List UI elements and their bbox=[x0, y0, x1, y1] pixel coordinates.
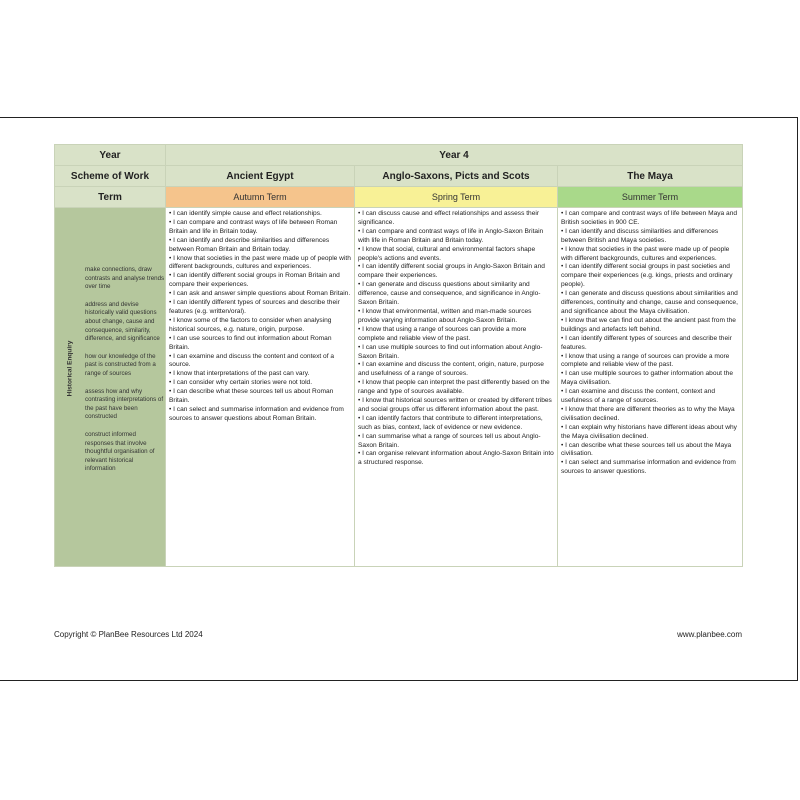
scheme-ancient-egypt: Ancient Egypt bbox=[166, 166, 355, 187]
skill-item: how our knowledge of the past is constructed from a range of sources bbox=[85, 352, 156, 377]
autumn-item: • I can use sources to find out information about Roman Britain. bbox=[169, 334, 332, 351]
historical-enquiry-cell bbox=[55, 208, 166, 567]
autumn-item: • I can consider why certain stories were not told. bbox=[169, 379, 313, 387]
summer-item: • I know that we can find out about the ancient past from the buildings and artefacts left behind. bbox=[561, 316, 736, 333]
summer-item: • I know that there are different theories as to why the Maya civilisation declined. bbox=[561, 405, 735, 422]
skill-item: construct informed responses that involve thoughtful organisation of relevant historical information bbox=[85, 430, 155, 473]
spring-item: • I can identify factors that contribute to different interpretations, such as bias, context, lack of evidence or new evidence. bbox=[358, 414, 543, 431]
autumn-item: • I can identify and describe similarities and differences between Roman Britain and Britain today. bbox=[169, 236, 330, 253]
autumn-item: • I can examine and discuss the content and context of a source. bbox=[169, 352, 335, 369]
scheme-anglo-saxons: Anglo-Saxons, Picts and Scots bbox=[355, 166, 558, 187]
scheme-maya: The Maya bbox=[558, 166, 743, 187]
spring-item: • I can summarise what a range of sources tell us about Anglo-Saxon Britain. bbox=[358, 432, 541, 449]
spring-content bbox=[355, 208, 558, 567]
section-label-wrap bbox=[57, 308, 83, 428]
autumn-item: • I can identify different social groups in Roman Britain and compare their experiences. bbox=[169, 272, 340, 289]
autumn-item: • I know that interpretations of the past can vary. bbox=[169, 370, 310, 378]
skill-item: address and devise historically valid questions about change, cause and consequence, similarity, difference, and significance bbox=[85, 300, 160, 343]
summer-item: • I can describe what these sources tell us about the Maya civilisation. bbox=[561, 441, 732, 458]
skill-item: assess how and why contrasting interpretations of the past have been constructed bbox=[85, 387, 164, 421]
spring-item: • I can use multiple sources to find out information about Anglo-Saxon Britain. bbox=[358, 343, 543, 360]
section-label: Historical Enquiry bbox=[66, 340, 74, 396]
year-value: Year 4 bbox=[166, 145, 743, 166]
footer-copyright: Copyright © PlanBee Resources Ltd 2024 bbox=[54, 630, 203, 639]
spring-item: • I can identify different social groups in Anglo-Saxon Britain and compare their experiences. bbox=[358, 263, 545, 280]
summer-item: • I can identify different types of sources and describe their features. bbox=[561, 334, 732, 351]
scheme-of-work-table bbox=[54, 144, 743, 567]
spring-item: • I know that people can interpret the past differently based on the range and type of sources available. bbox=[358, 379, 550, 396]
term-label: Term bbox=[55, 187, 166, 208]
summer-item: • I know that using a range of sources can provide a more complete and reliable view of the past. bbox=[561, 352, 730, 369]
spring-item: • I know that social, cultural and environmental factors shape people's actions and events. bbox=[358, 245, 536, 262]
spring-item: • I know that historical sources written or created by different tribes and social groups offer us different information about the past. bbox=[358, 397, 552, 413]
autumn-item: • I can compare and contrast ways of life between Roman Britain and life in Britain today. bbox=[169, 218, 338, 235]
autumn-item: • I know that societies in the past were made up of people with different backgrounds, cultures and experiences. bbox=[169, 254, 351, 271]
summer-item: • I can examine and discuss the content, context and usefulness of a range of sources. bbox=[561, 388, 716, 405]
summer-item: • I can generate and discuss questions about similarities and differences, continuity and change, cause and consequence, and significance about the Maya civilisation. bbox=[561, 290, 738, 315]
autumn-item: • I can select and summarise information and evidence from sources to answer questions about Roman Britain. bbox=[169, 405, 344, 422]
skill-item: make connections, draw contrasts and analyse trends over time bbox=[85, 266, 165, 291]
spring-item: • I know that using a range of sources can provide a more complete and reliable view of the past. bbox=[358, 325, 527, 342]
term-summer: Summer Term bbox=[558, 187, 743, 208]
summer-item: • I can identify and discuss similarities and differences between British and Maya societies. bbox=[561, 227, 719, 244]
summer-item: • I can compare and contrast ways of life between Maya and British societies in 900 CE. bbox=[561, 210, 738, 226]
summer-item: • I can identify different social groups in past societies and compare their experiences (e.g. kings, priests and ordinary people). bbox=[561, 263, 733, 289]
spring-item: • I can organise relevant information about Anglo-Saxon Britain into a structured response. bbox=[358, 450, 554, 467]
spring-item: • I can generate and discuss questions about similarity and difference, cause and consequence, and significance in Anglo-Saxon Britain. bbox=[358, 281, 541, 307]
autumn-item: • I can identify simple cause and effect relationships. bbox=[169, 210, 322, 217]
autumn-item: • I know some of the factors to consider when analysing historical sources, e.g. nature, origin, purpose. bbox=[169, 316, 332, 333]
summer-item: • I know that societies in the past were made up of people with different backgrounds, cultures and experiences. bbox=[561, 245, 730, 262]
spring-item: • I know that environmental, written and man-made sources provide varying information about Anglo-Saxon Britain. bbox=[358, 307, 532, 324]
summer-item: • I can use multiple sources to gather information about the Maya civilisation. bbox=[561, 370, 734, 387]
summer-item: • I can explain why historians have different ideas about why the Maya civilisation declined. bbox=[561, 423, 737, 440]
term-spring: Spring Term bbox=[355, 187, 558, 208]
autumn-content bbox=[166, 208, 355, 567]
summer-item: • I can select and summarise information and evidence from sources to answer questions. bbox=[561, 459, 736, 476]
spring-item: • I can discuss cause and effect relationships and assess their significance. bbox=[358, 210, 540, 226]
spring-item: • I can compare and contrast ways of life in Anglo-Saxon Britain with life in Roman Britain and Britain today. bbox=[358, 227, 544, 244]
autumn-item: • I can identify different types of sources and describe their features (e.g. written/oral). bbox=[169, 299, 340, 315]
footer-website[interactable]: www.planbee.com bbox=[677, 630, 742, 639]
autumn-item: • I can describe what these sources tell us about Roman Britain. bbox=[169, 388, 334, 405]
term-autumn: Autumn Term bbox=[166, 187, 355, 208]
autumn-item: • I can ask and answer simple questions about Roman Britain. bbox=[169, 290, 351, 298]
scheme-label: Scheme of Work bbox=[55, 166, 166, 187]
spring-item: • I can examine and discuss the content, origin, nature, purpose and usefulness of a range of sources. bbox=[358, 361, 544, 378]
summer-content bbox=[558, 208, 743, 567]
year-label: Year bbox=[55, 145, 166, 166]
skills-list bbox=[85, 266, 165, 483]
